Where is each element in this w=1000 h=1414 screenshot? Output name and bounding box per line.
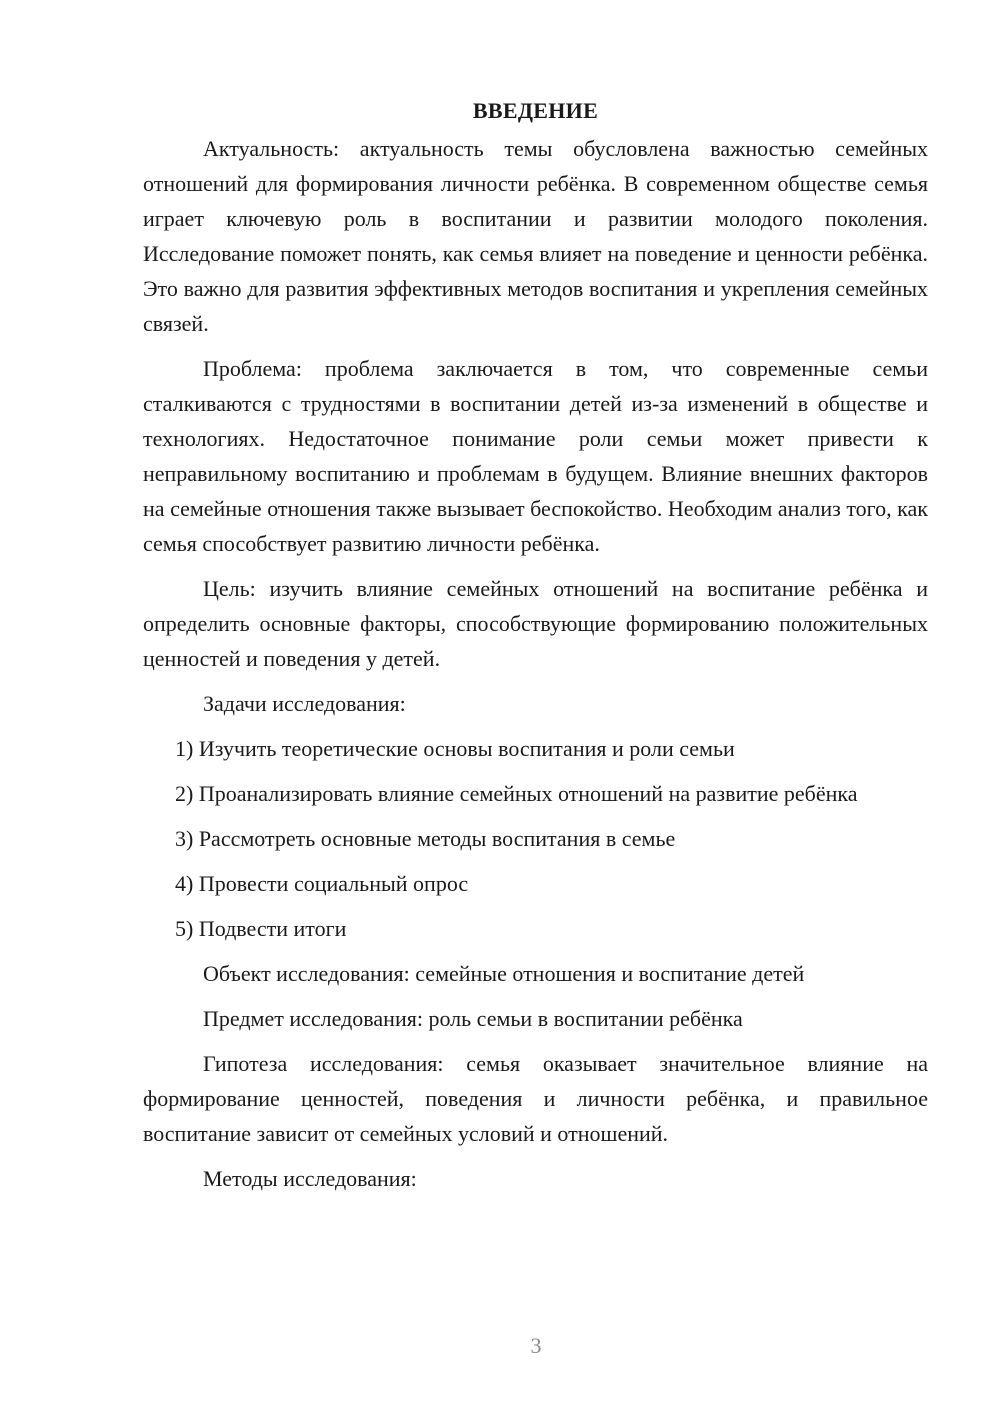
task-item-1: 1) Изучить теоретические основы воспитания и роли семьи [175, 736, 735, 761]
tasks-heading: Задачи исследования: [203, 691, 406, 716]
page-title: ВВЕДЕНИЕ [472, 98, 599, 123]
task-item-4: 4) Провести социальный опрос [175, 871, 469, 896]
problem-paragraph: Проблема: проблема заключается в том, что современные семьи сталкиваются с трудностями в воспитании детей из-за изменений в обществе и технологиях. Недостаточное понимание роли семьи может привести к неправильному воспитанию и проблемам в будущем. Влияние внешних факторов на семейные отношения также вызывает беспокойство. Необходим анализ того, как семья способствует развитию личности ребёнка. [143, 356, 928, 556]
object-paragraph: Объект исследования: семейные отношения и воспитание детей [203, 961, 805, 986]
relevance-paragraph: Актуальность: актуальность темы обусловлена важностью семейных отношений для формирования личности ребёнка. В современном обществе семья играет ключевую роль в воспитании и развитии молодого поколения. Исследование поможет понять, как семья влияет на поведение и ценности ребёнка. Это важно для развития эффективных методов воспитания и укрепления семейных связей. [143, 136, 928, 336]
goal-paragraph: Цель: изучить влияние семейных отношений на воспитание ребёнка и определить основные факторы, способствующие формированию положительных ценностей и поведения у детей. [143, 576, 928, 671]
task-item-3: 3) Рассмотреть основные методы воспитания в семье [175, 826, 676, 851]
task-item-5: 5) Подвести итоги [175, 916, 347, 941]
methods-heading: Методы исследования: [203, 1166, 417, 1191]
subject-paragraph: Предмет исследования: роль семьи в воспитании ребёнка [203, 1006, 743, 1031]
document-page [143, 96, 928, 1206]
page-number: 3 [530, 1333, 542, 1358]
task-item-2: 2) Проанализировать влияние семейных отношений на развитие ребёнка [175, 781, 858, 806]
hypothesis-paragraph: Гипотеза исследования: семья оказывает значительное влияние на формирование ценностей, поведения и личности ребёнка, и правильное воспитание зависит от семейных условий и отношений. [143, 1051, 928, 1146]
